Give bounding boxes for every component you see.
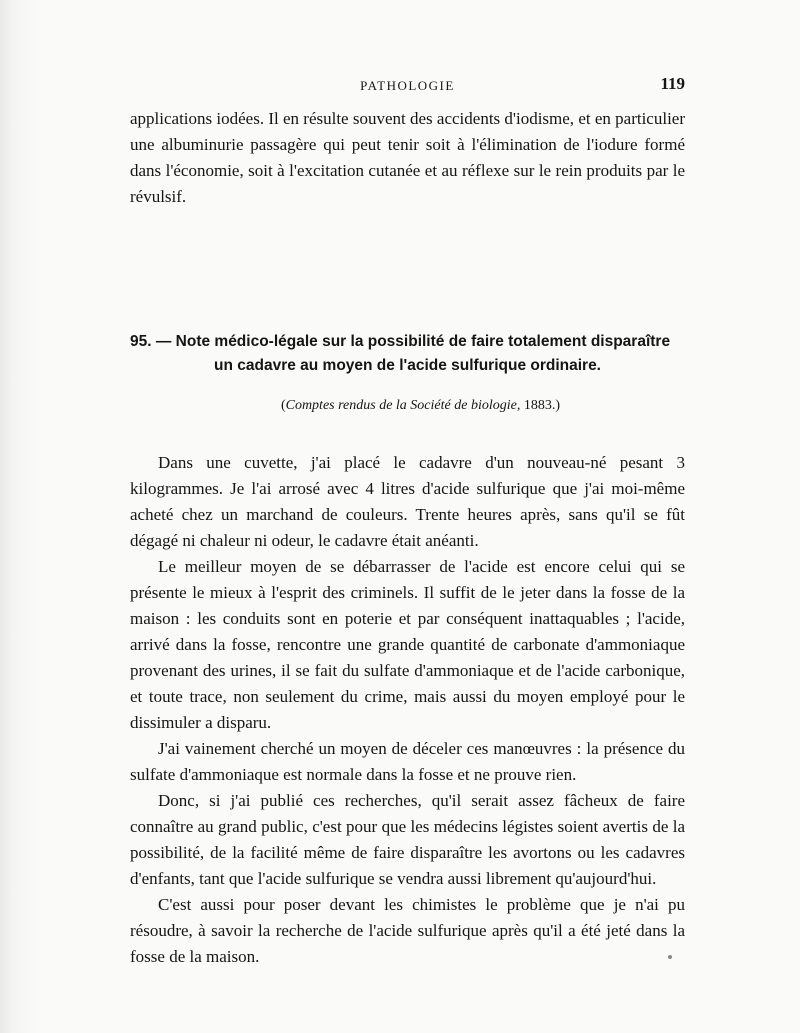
heading-line-1: 95. — Note médico-légale sur la possibilité de faire totalement disparaître [130, 333, 671, 350]
paragraph: J'ai vainement cherché un moyen de déceler ces manœuvres : la présence du sulfate d'ammoniaque est normale dans la fosse et ne prouve rien. [130, 739, 685, 784]
paragraph: Donc, si j'ai publié ces recherches, qu'il serait assez fâcheux de faire connaître au grand public, c'est pour que les médecins légistes soient avertis de la possibilité, de la facilité même de faire disparaître les avortons ou les cadavres d'enfants, tant que l'acide sulfurique se vendra aussi librement qu'aujourd'hui. [130, 791, 685, 888]
source-title: Comptes rendus de la Société de biologie, [285, 398, 521, 413]
source-open: ( [280, 398, 286, 413]
running-header [130, 74, 685, 98]
print-speck [668, 955, 672, 959]
section-heading [130, 330, 695, 378]
paragraph: Dans une cuvette, j'ai placé le cadavre d'un nouveau-né pesant 3 kilogrammes. Je l'ai arrosé avec 4 litres d'acide sulfurique que j'ai moi-même acheté chez un marchand de couleurs. Trente heures après, sans qu'il se fût dégagé ni chaleur ni odeur, le cadavre était anéanti. [130, 453, 685, 550]
running-title: PATHOLOGIE [360, 78, 455, 93]
source-year: 1883.) [520, 398, 560, 413]
paragraph: Le meilleur moyen de se débarrasser de l'acide est encore celui qui se présente le mieux à l'esprit des criminels. Il suffit de le jeter dans la fosse de la maison : les conduits sont en poterie et par conséquent inattaquables ; l'acide, arrivé dans la fosse, rencontre une grande quantité de carbonate d'ammoniaque provenant des urines, il se fait du sulfate d'ammoniaque et de l'acide carbonique, et toute trace, non seulement du crime, mais aussi du moyen employé pour le dissimuler a disparu. [130, 557, 685, 732]
paragraph: C'est aussi pour poser devant les chimistes le problème que je n'ai pu résoudre, à savoir la recherche de l'acide sulfurique après qu'il a été jeté dans la fosse de la maison. [130, 895, 685, 966]
page-number: 119 [660, 74, 685, 93]
intro-text [130, 106, 685, 210]
heading-line-2: un cadavre au moyen de l'acide sulfurique ordinaire. [214, 357, 601, 374]
body-text [130, 450, 685, 970]
intro-paragraph: applications iodées. Il en résulte souvent des accidents d'iodisme, et en particulier une albuminurie passagère qui peut tenir soit à l'élimination de l'iodure formé dans l'économie, soit à l'excitation cutanée et au réflexe sur le rein produits par le révulsif. [130, 109, 685, 206]
source-citation [130, 398, 685, 414]
